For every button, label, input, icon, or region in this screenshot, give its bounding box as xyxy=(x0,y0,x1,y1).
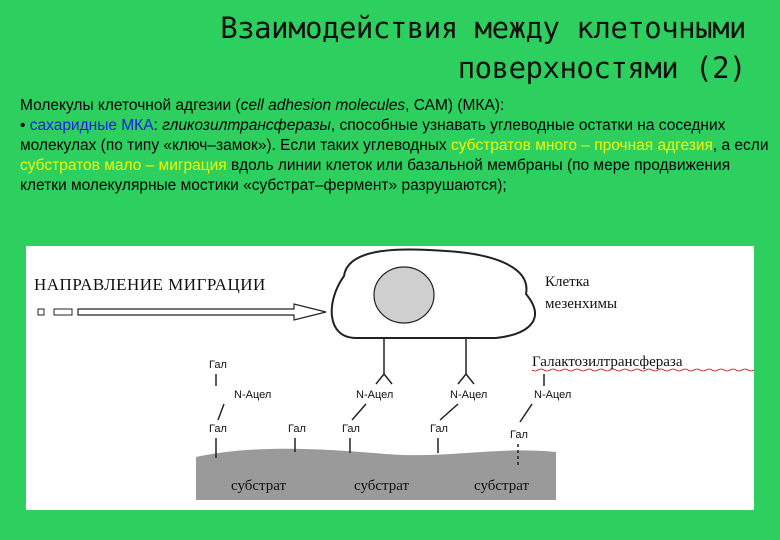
cell-nucleus xyxy=(374,267,434,323)
arrow-tail-small-square xyxy=(38,309,44,315)
cell-label-line-1: Клетка xyxy=(545,274,590,290)
enzyme-label: Галактозилтрансфераза xyxy=(532,354,683,370)
gal-label-3: Гал xyxy=(342,423,360,435)
gal-label-4: Гал xyxy=(430,423,448,435)
nacyl-label-1: N-Ацел xyxy=(234,389,272,401)
body-text xyxy=(20,96,770,196)
gal-label-top-1: Гал xyxy=(209,359,227,371)
text-part-2: : xyxy=(153,117,163,134)
substrate-label-1: субстрат xyxy=(231,478,287,494)
migration-phrase: субстратов мало – миграция xyxy=(20,157,227,174)
chain-link-4a xyxy=(440,404,458,420)
gal-label-5: Гал xyxy=(510,429,528,441)
adhesion-diagram xyxy=(26,246,754,510)
gal-label-2: Гал xyxy=(288,423,306,435)
glycosyltransferases-term: гликозилтрансферазы xyxy=(162,117,331,134)
migration-arrow xyxy=(78,304,326,320)
slide-title xyxy=(220,8,746,88)
nacyl-label-5: N-Ацел xyxy=(534,389,572,401)
enzyme-fork-2 xyxy=(458,374,474,384)
cell-label-line-2: мезенхимы xyxy=(545,296,618,312)
text-part-8: вдоль линии клеток или базальной мембраны (по мере продвижения клетки молекулярные мостики «субстрат–фермент» разрушаются); xyxy=(20,157,731,194)
arrow-tail-box xyxy=(54,309,72,315)
enzyme-fork-1 xyxy=(376,374,392,384)
intro-part-3: , САМ) (МКА): xyxy=(405,97,505,114)
substrate-label-2: субстрат xyxy=(354,478,410,494)
substrate-label-3: субстрат xyxy=(474,478,530,494)
intro-part-2: cell adhesion molecules xyxy=(240,97,406,114)
gal-label-bottom-1: Гал xyxy=(209,423,227,435)
migration-direction-label: НАПРАВЛЕНИЕ МИГРАЦИИ xyxy=(34,275,266,294)
saccharide-cam-term: сахаридные МКА xyxy=(29,117,154,134)
strong-adhesion-phrase: субстратов много – прочная адгезия xyxy=(451,137,713,154)
chain-link-5b xyxy=(520,404,532,422)
chain-link-1b xyxy=(218,404,224,420)
bullet-marker: • xyxy=(20,117,26,134)
chain-link-3a xyxy=(352,404,366,420)
bullet-paragraph xyxy=(20,116,770,196)
intro-line xyxy=(20,96,770,116)
nacyl-label-4: N-Ацел xyxy=(450,389,488,401)
text-part-4: , способные узнавать углеводные остатки на соседних молекулах (по типу «ключ–замок»). Если таких углеводных xyxy=(20,117,726,154)
intro-part-1: Молекулы клеточной адгезии ( xyxy=(20,97,241,114)
nacyl-label-3: N-Ацел xyxy=(356,389,394,401)
text-part-6: , а если xyxy=(712,137,769,154)
diagram-panel xyxy=(26,246,754,510)
title-line-2: поверхностями (2) xyxy=(457,51,746,85)
title-line-1: Взаимодействия между клеточными xyxy=(220,11,746,45)
